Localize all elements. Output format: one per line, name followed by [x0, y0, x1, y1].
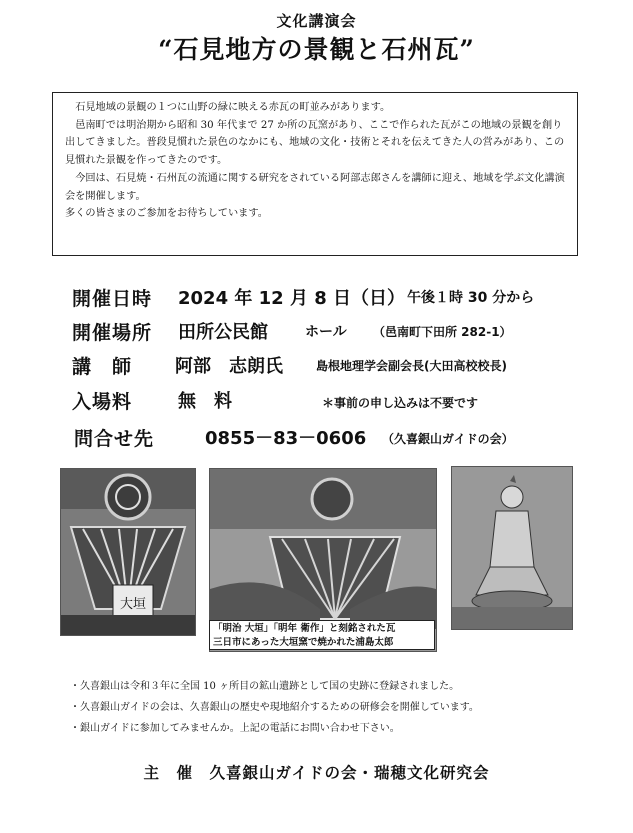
- event-type-heading: 文化講演会: [276, 12, 357, 30]
- fee-label: 入場料: [72, 391, 133, 413]
- fee-row: [0, 387, 633, 419]
- intro-paragraph: 邑南町では明治期から昭和 30 年代まで 27 か所の瓦窯があり、ここで作られた瓦がこの地域の景観を創り出してきました。普段見慣れた景色のなかにも、地域の文化・技術とそれを伝えてきた人の営みがあり、この見慣れた景観を作ってきたのです。: [65, 119, 565, 167]
- venue-room: ホール: [305, 324, 347, 340]
- fee-note: ＊事前の申し込みは不要です: [322, 396, 479, 410]
- date-label: 開催日時: [72, 288, 153, 310]
- note-item: ・久喜銀山は令和３年に全国 10 ヶ所目の鉱山遺跡として国の史跡に登録されました。: [70, 681, 460, 692]
- contact-org: （久喜銀山ガイドの会）: [382, 432, 514, 446]
- sponsor-line: 主 催 久喜銀山ガイドの会・瑞穂文化研究会: [143, 764, 490, 782]
- note-item: ・銀山ガイドに参加してみませんか。上記の電話にお問い合わせ下さい。: [70, 723, 400, 734]
- lecturer-label: 講 師: [72, 356, 133, 378]
- roof-tile-illustration: [61, 469, 195, 635]
- note-item: ・久喜銀山ガイドの会は、久喜銀山の歴史や現地紹介するための研修会を開催しています。: [70, 702, 479, 713]
- intro-paragraph: 多くの皆さまのご参加をお待ちしています。: [65, 208, 268, 220]
- venue-label: 開催場所: [72, 322, 153, 344]
- venue-value: 田所公民館: [178, 322, 268, 343]
- photo-caption: [209, 620, 435, 650]
- date-row: [0, 284, 633, 316]
- intro-paragraph: 石見地域の景観の１つに山野の緑に映える赤瓦の町並みがあります。: [75, 102, 391, 113]
- venue-address: （邑南町下田所 282-1）: [373, 325, 512, 339]
- lecturer-name: 阿部 志朗氏: [175, 356, 283, 377]
- fee-value: 無 料: [178, 391, 232, 412]
- roof-tile-photo: [60, 468, 196, 636]
- intro-paragraph: 今回は、石見焼・石州瓦の流通に関する研究をされている阿部志郎さんを講師に迎え、地域を学ぶ文化講演会を開催します。: [65, 172, 565, 202]
- time-value: 午後１時 30 分から: [407, 290, 535, 306]
- contact-row: [0, 424, 633, 456]
- lecturer-row: [0, 352, 633, 384]
- event-title: “石見地方の景観と石州瓦”: [158, 35, 475, 64]
- venue-row: [0, 318, 633, 350]
- intro-box: [52, 92, 578, 256]
- notes-list: [70, 676, 590, 739]
- urashima-taro-photo: [451, 466, 573, 630]
- urashima-figure-illustration: [452, 467, 572, 629]
- date-value: 2024 年 12 月 8 日（日）: [178, 288, 406, 309]
- photo-caption-line: 三日市にあった大垣窯で焼かれた浦島太郎: [213, 637, 394, 648]
- photo-caption-line: 「明治 大垣」「明年 衛作」と刻銘された瓦: [213, 623, 396, 634]
- contact-label: 問合せ先: [74, 428, 155, 450]
- contact-phone: 0855－83－0606: [205, 428, 367, 449]
- lecturer-title: 島根地理学会副会長(大田高校校長): [316, 359, 507, 373]
- tile-inscription: 大垣: [119, 597, 147, 612]
